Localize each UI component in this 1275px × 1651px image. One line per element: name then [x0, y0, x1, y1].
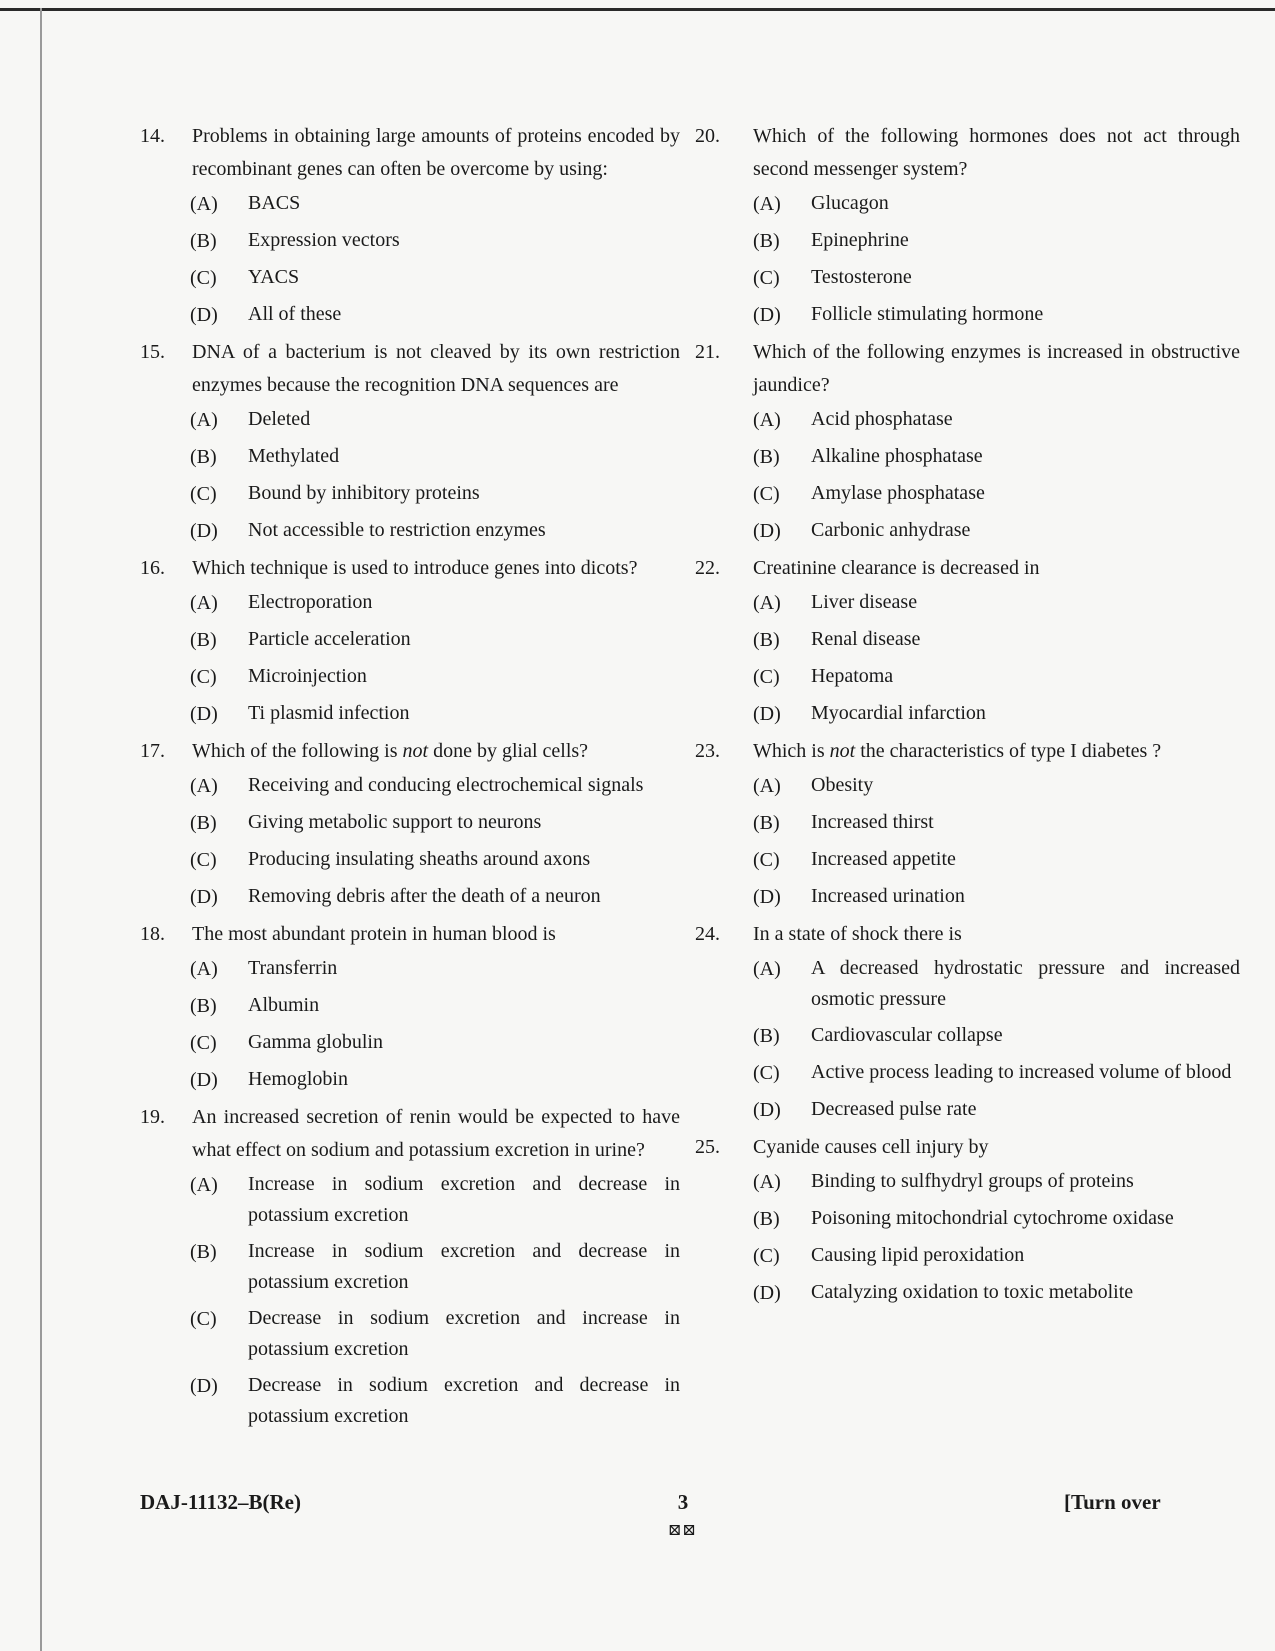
question-number: 24. [695, 923, 720, 945]
question-number: 17. [140, 740, 165, 762]
option: (B) Expression vectors [190, 229, 400, 252]
option: (A) Transferrin [190, 957, 338, 980]
option: (B) Albumin [190, 994, 320, 1017]
option: (C) Testosterone [753, 266, 912, 289]
option: (C) Causing lipid peroxidation [753, 1244, 1025, 1267]
question-25 [695, 1131, 1240, 1309]
left-column [140, 120, 680, 1437]
option: (C) Active process leading to increased volume of blood [753, 1061, 1232, 1084]
option: (A) Increase in sodium excretion and decrease in potassium excretion [190, 1173, 680, 1226]
option: (B) Particle acceleration [190, 628, 411, 651]
option: (C) Amylase phosphatase [753, 482, 985, 505]
option: (C) Increased appetite [753, 848, 956, 871]
question-text: Cyanide causes cell injury by [753, 1136, 989, 1158]
question-text: The most abundant protein in human blood is [192, 923, 556, 945]
page-number: 3 [677, 1490, 689, 1514]
option: (D) Carbonic anhydrase [753, 519, 971, 542]
option: (A) Obesity [753, 774, 874, 797]
question-text: Creatinine clearance is decreased in [753, 557, 1040, 579]
option: (A) BACS [190, 192, 301, 215]
option: (B) Renal disease [753, 628, 921, 651]
question-number: 18. [140, 923, 165, 945]
question-19 [140, 1101, 680, 1432]
question-18 [140, 918, 680, 1096]
question-number: 23. [695, 740, 720, 762]
question-number: 15. [140, 341, 165, 363]
option: (A) Electroporation [190, 591, 373, 614]
page-top-edge [0, 8, 1275, 11]
option: (A) A decreased hydrostatic pressure and increased osmotic pressure [753, 957, 1240, 1010]
question-15 [140, 336, 680, 547]
question-23 [695, 735, 1240, 913]
option: (D) Catalyzing oxidation to toxic metabolite [753, 1281, 1134, 1304]
turn-over-label: [Turn over [1064, 1490, 1161, 1514]
question-17 [140, 735, 680, 913]
question-text: Which technique is used to introduce genes into dicots? [192, 557, 638, 579]
option: (B) Epinephrine [753, 229, 909, 252]
question-21 [695, 336, 1240, 547]
option: (A) Liver disease [753, 591, 918, 614]
question-text: Problems in obtaining large amounts of proteins encoded by recombinant genes can often be overcome by using: [192, 125, 680, 180]
page-left-edge [40, 8, 42, 1651]
crossed-box-marks: ⊠⊠ [668, 1522, 697, 1539]
paper-code: DAJ-11132–B(Re) [140, 1490, 301, 1514]
option: (D) Decreased pulse rate [753, 1098, 977, 1121]
question-22 [695, 552, 1240, 730]
question-text: Which of the following enzymes is increased in obstructive jaundice? [753, 341, 1240, 396]
option: (B) Giving metabolic support to neurons [190, 811, 542, 834]
question-number: 21. [695, 341, 720, 363]
question-16 [140, 552, 680, 730]
option: (D) Myocardial infarction [753, 702, 986, 725]
question-text: In a state of shock there is [753, 923, 962, 945]
question-20 [695, 120, 1240, 331]
option: (B) Cardiovascular collapse [753, 1024, 1003, 1047]
question-text: An increased secretion of renin would be expected to have what effect on sodium and potassium excretion in urine? [192, 1106, 680, 1161]
option: (C) Gamma globulin [190, 1031, 383, 1054]
option: (B) Methylated [190, 445, 340, 468]
option: (B) Increase in sodium excretion and decrease in potassium excretion [190, 1240, 680, 1293]
question-number: 14. [140, 125, 165, 147]
option: (D) Decrease in sodium excretion and decrease in potassium excretion [190, 1374, 680, 1427]
question-number: 20. [695, 125, 720, 147]
option: (B) Poisoning mitochondrial cytochrome oxidase [753, 1207, 1174, 1230]
question-text: Which of the following is not done by glial cells? [192, 740, 589, 762]
option: (C) Bound by inhibitory proteins [190, 482, 480, 505]
question-number: 25. [695, 1136, 720, 1158]
option: (D) Removing debris after the death of a neuron [190, 885, 601, 908]
question-text: DNA of a bacterium is not cleaved by its own restriction enzymes because the recognition DNA sequences are [192, 341, 680, 396]
question-number: 19. [140, 1106, 165, 1128]
option: (D) Follicle stimulating hormone [753, 303, 1044, 326]
question-14 [140, 120, 680, 331]
option: (D) Not accessible to restriction enzymes [190, 519, 546, 542]
option: (A) Deleted [190, 408, 311, 431]
option: (A) Glucagon [753, 192, 889, 215]
right-column [695, 120, 1240, 1314]
option: (D) Increased urination [753, 885, 965, 908]
option: (C) Microinjection [190, 665, 367, 688]
option: (C) Producing insulating sheaths around axons [190, 848, 591, 871]
question-number: 16. [140, 557, 165, 579]
option: (A) Binding to sulfhydryl groups of proteins [753, 1170, 1134, 1193]
option: (C) Hepatoma [753, 665, 894, 688]
option: (B) Alkaline phosphatase [753, 445, 983, 468]
question-number: 22. [695, 557, 720, 579]
option: (D) Hemoglobin [190, 1068, 348, 1091]
option: (A) Receiving and conducing electrochemical signals [190, 774, 644, 797]
option: (C) YACS [190, 266, 300, 289]
question-text: Which is not the characteristics of type I diabetes ? [753, 740, 1162, 762]
question-text: Which of the following hormones does not act through second messenger system? [753, 125, 1240, 180]
question-24 [695, 918, 1240, 1126]
option: (D) Ti plasmid infection [190, 702, 410, 725]
option: (A) Acid phosphatase [753, 408, 953, 431]
option: (B) Increased thirst [753, 811, 934, 834]
option: (D) All of these [190, 303, 342, 326]
option: (C) Decrease in sodium excretion and increase in potassium excretion [190, 1307, 680, 1360]
